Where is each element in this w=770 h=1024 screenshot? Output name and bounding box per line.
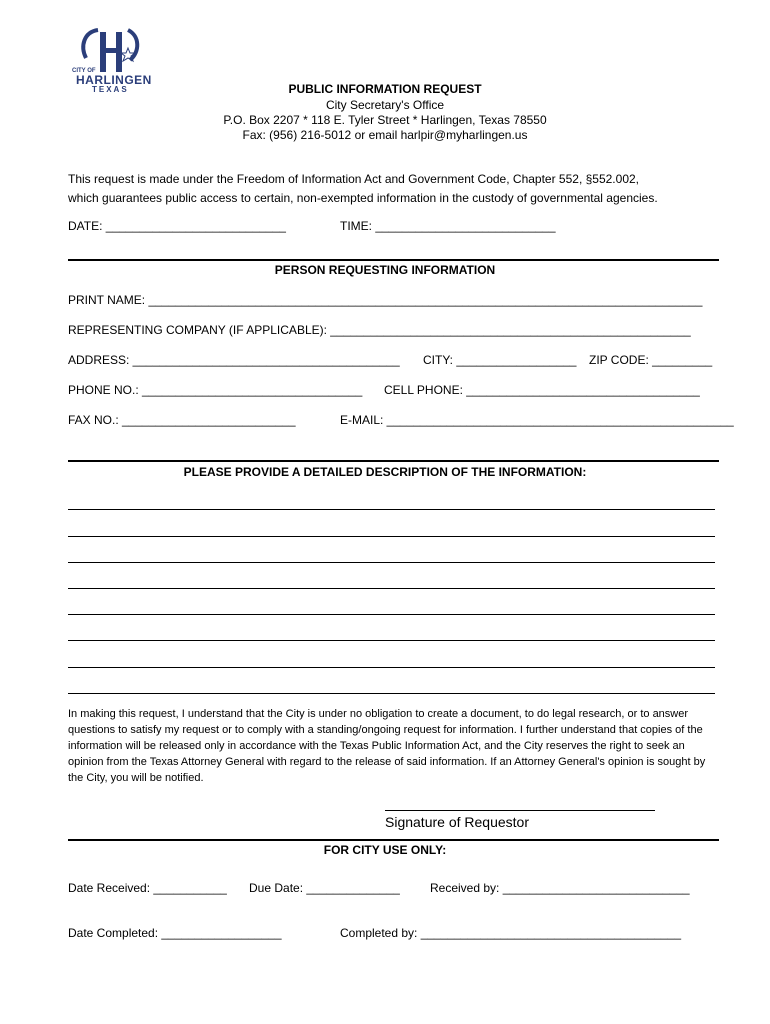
logo-name: HARLINGEN	[76, 73, 152, 87]
description-line[interactable]	[68, 562, 715, 563]
intro-line-1: This request is made under the Freedom of Information Act and Government Code, Chapter 552, §552.002,	[68, 172, 639, 186]
section-divider	[68, 839, 719, 841]
signature-line[interactable]	[385, 810, 655, 811]
company-field[interactable]: REPRESENTING COMPANY (IF APPLICABLE): ______________________________________________________	[68, 323, 691, 337]
form-title: PUBLIC INFORMATION REQUEST	[288, 82, 482, 96]
date-field[interactable]: DATE: ___________________________	[68, 219, 286, 233]
description-line[interactable]	[68, 667, 715, 668]
description-line[interactable]	[68, 536, 715, 537]
city-use-heading: FOR CITY USE ONLY:	[323, 843, 447, 857]
email-field[interactable]: E-MAIL: ____________________________________________________	[340, 413, 734, 427]
completed-by-field[interactable]: Completed by: _______________________________________	[340, 926, 681, 940]
time-field[interactable]: TIME: ___________________________	[340, 219, 556, 233]
description-line[interactable]	[68, 588, 715, 589]
zip-field[interactable]: ZIP CODE: _________	[589, 353, 713, 367]
intro-paragraph	[68, 170, 728, 208]
office-contact: Fax: (956) 216-5012 or email harlpir@myharlingen.us	[242, 128, 528, 142]
logo-state: TEXAS	[92, 85, 129, 94]
intro-line-2: which guarantees public access to certain, non-exempted information in the custody of governmental agencies.	[68, 191, 658, 205]
received-by-field[interactable]: Received by: ____________________________	[430, 881, 690, 895]
section-divider	[68, 259, 719, 261]
office-address: P.O. Box 2207 * 118 E. Tyler Street * Harlingen, Texas 78550	[223, 113, 547, 127]
description-line[interactable]	[68, 614, 715, 615]
print-name-field[interactable]: PRINT NAME: ___________________________________________________________________________________	[68, 293, 703, 307]
description-line[interactable]	[68, 640, 715, 641]
city-field[interactable]: CITY: __________________	[423, 353, 577, 367]
section-divider	[68, 460, 719, 462]
description-line[interactable]	[68, 509, 715, 510]
signature-label: Signature of Requestor	[385, 814, 529, 830]
description-heading: PLEASE PROVIDE A DETAILED DESCRIPTION OF THE INFORMATION:	[183, 465, 587, 479]
disclaimer-text: In making this request, I understand that the City is under no obligation to create a document, to do legal research, or to answer questions to satisfy my request or to comply with a standing/ongoing request for information. I further understand that copies of the information will be released only in accordance with the Texas Public Information Act, and the City reserves the right to seek an opinion from the Texas Attorney General with regard to the release of said information. If an Attorney General's opinion is sought by the City, you will be notified.	[68, 708, 706, 784]
date-received-field[interactable]: Date Received: ___________	[68, 881, 227, 895]
due-date-field[interactable]: Due Date: ______________	[249, 881, 400, 895]
office-name: City Secretary's Office	[325, 98, 445, 112]
date-completed-field[interactable]: Date Completed: __________________	[68, 926, 282, 940]
logo-city-of: CITY OF	[72, 68, 96, 74]
address-field[interactable]: ADDRESS: ________________________________________	[68, 353, 400, 367]
phone-field[interactable]: PHONE NO.: _________________________________	[68, 383, 363, 397]
fax-field[interactable]: FAX NO.: __________________________	[68, 413, 296, 427]
cell-phone-field[interactable]: CELL PHONE: ___________________________________	[384, 383, 700, 397]
description-line[interactable]	[68, 693, 715, 694]
requester-heading: PERSON REQUESTING INFORMATION	[274, 263, 496, 277]
